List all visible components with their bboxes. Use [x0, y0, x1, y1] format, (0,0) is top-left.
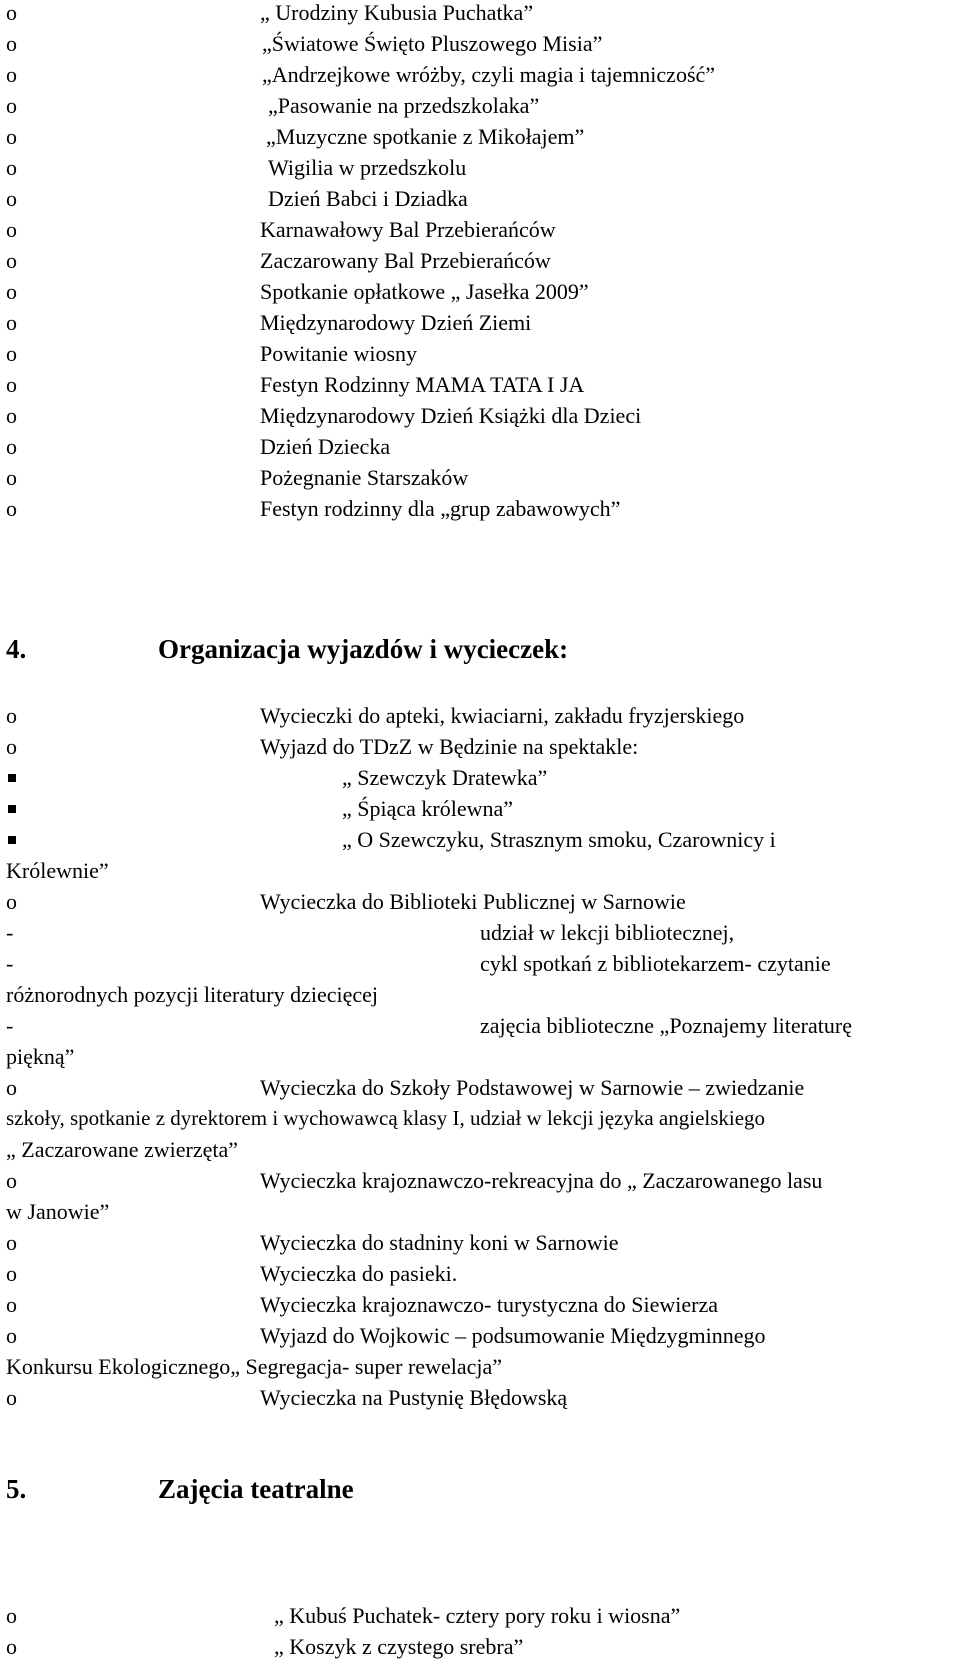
list-marker: o — [6, 1634, 17, 1659]
list-item — [0, 279, 960, 309]
list-item-continuation: szkoły, spotkanie z dyrektorem i wychowawcą klasy I, udział w lekcji języka angielskiego — [6, 1106, 766, 1130]
list-item — [0, 920, 960, 950]
list-item — [0, 434, 960, 464]
list-item-text: Festyn Rodzinny MAMA TATA I JA — [260, 372, 585, 397]
list-item-text: „Muzyczne spotkanie z Mikołajem” — [266, 124, 585, 149]
section-5-heading — [0, 1474, 960, 1510]
list-marker: o — [6, 496, 17, 521]
list-item-text: Wycieczka do stadniny koni w Sarnowie — [260, 1230, 619, 1255]
list-item-continuation: Konkursu Ekologicznego„ Segregacja- super rewelacja” — [6, 1354, 502, 1379]
list-marker: o — [6, 217, 17, 242]
list-item — [0, 403, 960, 433]
list-item-text: Wyjazd do Wojkowic – podsumowanie Międzygminnego — [260, 1323, 766, 1348]
list-marker: o — [6, 310, 17, 335]
list-item — [0, 1168, 960, 1198]
list-item-text: „Andrzejkowe wróżby, czyli magia i tajemniczość” — [262, 62, 716, 87]
section-number: 5. — [6, 1474, 27, 1504]
list-item-continuation: piękną” — [6, 1044, 75, 1069]
list-item — [0, 62, 960, 92]
list-marker: o — [6, 0, 17, 25]
list-item — [0, 155, 960, 185]
list-item-text: Dzień Babci i Dziadka — [268, 186, 468, 211]
list-item — [0, 765, 960, 795]
list-item-text: Spotkanie opłatkowe „ Jasełka 2009” — [260, 279, 589, 304]
list-item-text: Karnawałowy Bal Przebierańców — [260, 217, 556, 242]
list-item-text: Wycieczka krajoznawczo-rekreacyjna do „ Zaczarowanego lasu — [260, 1168, 823, 1193]
list-item-text: Wycieczki do apteki, kwiaciarni, zakładu fryzjerskiego — [260, 703, 745, 728]
list-item-text: Zaczarowany Bal Przebierańców — [260, 248, 551, 273]
square-bullet-icon — [8, 774, 16, 782]
list-item-continuation: Królewnie” — [6, 858, 109, 883]
list-item-text: zajęcia biblioteczne „Poznajemy literaturę — [480, 1013, 852, 1038]
list-item — [0, 796, 960, 826]
list-item — [0, 0, 960, 30]
list-item-text: Międzynarodowy Dzień Ziemi — [260, 310, 532, 335]
list-marker: o — [6, 93, 17, 118]
list-item-text: „ Kubuś Puchatek- cztery pory roku i wiosna” — [274, 1603, 681, 1628]
list-marker: o — [6, 248, 17, 273]
list-item — [0, 310, 960, 340]
list-item — [0, 496, 960, 526]
list-item-text: „Pasowanie na przedszkolaka” — [268, 93, 540, 118]
list-item — [0, 734, 960, 764]
list-item — [0, 1261, 960, 1291]
list-marker: o — [6, 1385, 17, 1410]
list-marker: o — [6, 279, 17, 304]
list-marker: o — [6, 1168, 17, 1193]
list-item — [0, 1292, 960, 1322]
list-item — [0, 1323, 960, 1353]
list-item-text: „ Śpiąca królewna” — [342, 796, 514, 821]
list-item — [0, 124, 960, 154]
list-marker: o — [6, 1230, 17, 1255]
list-marker: - — [6, 920, 14, 945]
list-item — [0, 372, 960, 402]
list-marker: o — [6, 186, 17, 211]
list-marker: - — [6, 951, 14, 976]
list-item — [0, 186, 960, 216]
list-item-text: „ O Szewczyku, Strasznym smoku, Czarownicy i — [342, 827, 776, 852]
list-item — [0, 248, 960, 278]
list-item-continuation: „ Zaczarowane zwierzęta” — [6, 1137, 239, 1162]
list-marker: o — [6, 889, 17, 914]
square-bullet-icon — [8, 836, 16, 844]
list-marker: o — [6, 465, 17, 490]
list-item — [0, 341, 960, 371]
list-marker: o — [6, 1075, 17, 1100]
list-item — [0, 1013, 960, 1043]
list-marker: o — [6, 1323, 17, 1348]
list-item-text: „ Szewczyk Dratewka” — [342, 765, 548, 790]
list-marker: o — [6, 31, 17, 56]
list-item-text: Festyn rodzinny dla „grup zabawowych” — [260, 496, 621, 521]
list-item-text: Wigilia w przedszkolu — [268, 155, 467, 180]
list-item — [0, 1230, 960, 1260]
list-item — [0, 827, 960, 857]
list-item-text: Powitanie wiosny — [260, 341, 418, 366]
list-item — [0, 93, 960, 123]
list-item-text: Międzynarodowy Dzień Książki dla Dzieci — [260, 403, 642, 428]
list-item-text: Wycieczka do Szkoły Podstawowej w Sarnowie – zwiedzanie — [260, 1075, 805, 1100]
list-item — [0, 889, 960, 919]
list-marker: o — [6, 434, 17, 459]
list-marker: o — [6, 62, 17, 87]
list-marker: o — [6, 124, 17, 149]
list-item — [0, 1385, 960, 1415]
list-item-continuation: w Janowie” — [6, 1199, 110, 1224]
list-item — [0, 1603, 960, 1633]
list-item — [0, 703, 960, 733]
list-item-text: Dzień Dziecka — [260, 434, 391, 459]
list-item — [0, 465, 960, 495]
list-item — [0, 217, 960, 247]
square-bullet-icon — [8, 805, 16, 813]
list-marker: o — [6, 703, 17, 728]
list-item-text: Wycieczka krajoznawczo- turystyczna do Siewierza — [260, 1292, 718, 1317]
list-marker: o — [6, 1292, 17, 1317]
list-item-text: udział w lekcji bibliotecznej, — [480, 920, 735, 945]
list-item — [0, 951, 960, 981]
list-marker: o — [6, 1261, 17, 1286]
section-4-heading — [0, 634, 960, 670]
list-item-text: Wycieczka na Pustynię Błędowską — [260, 1385, 568, 1410]
section-title: Organizacja wyjazdów i wycieczek: — [158, 634, 569, 664]
section-number: 4. — [6, 634, 27, 664]
list-item-text: „ Koszyk z czystego srebra” — [274, 1634, 524, 1659]
list-item — [0, 31, 960, 61]
list-marker: o — [6, 734, 17, 759]
list-marker: o — [6, 341, 17, 366]
list-item-continuation: różnorodnych pozycji literatury dziecięcej — [6, 982, 378, 1007]
list-marker: o — [6, 1603, 17, 1628]
list-marker: o — [6, 372, 17, 397]
list-item-text: Wycieczka do Biblioteki Publicznej w Sarnowie — [260, 889, 686, 914]
list-marker: - — [6, 1013, 14, 1038]
list-item — [0, 1634, 960, 1664]
list-item-text: „Światowe Święto Pluszowego Misia” — [262, 31, 603, 56]
list-item — [0, 1075, 960, 1105]
list-item-text: Wyjazd do TDzZ w Będzinie na spektakle: — [260, 734, 639, 759]
list-item-text: „ Urodziny Kubusia Puchatka” — [260, 0, 534, 25]
section-title: Zajęcia teatralne — [158, 1474, 354, 1504]
list-marker: o — [6, 155, 17, 180]
list-item-text: Wycieczka do pasieki. — [260, 1261, 458, 1286]
list-marker: o — [6, 403, 17, 428]
list-item-text: Pożegnanie Starszaków — [260, 465, 469, 490]
list-item-text: cykl spotkań z bibliotekarzem- czytanie — [480, 951, 831, 976]
